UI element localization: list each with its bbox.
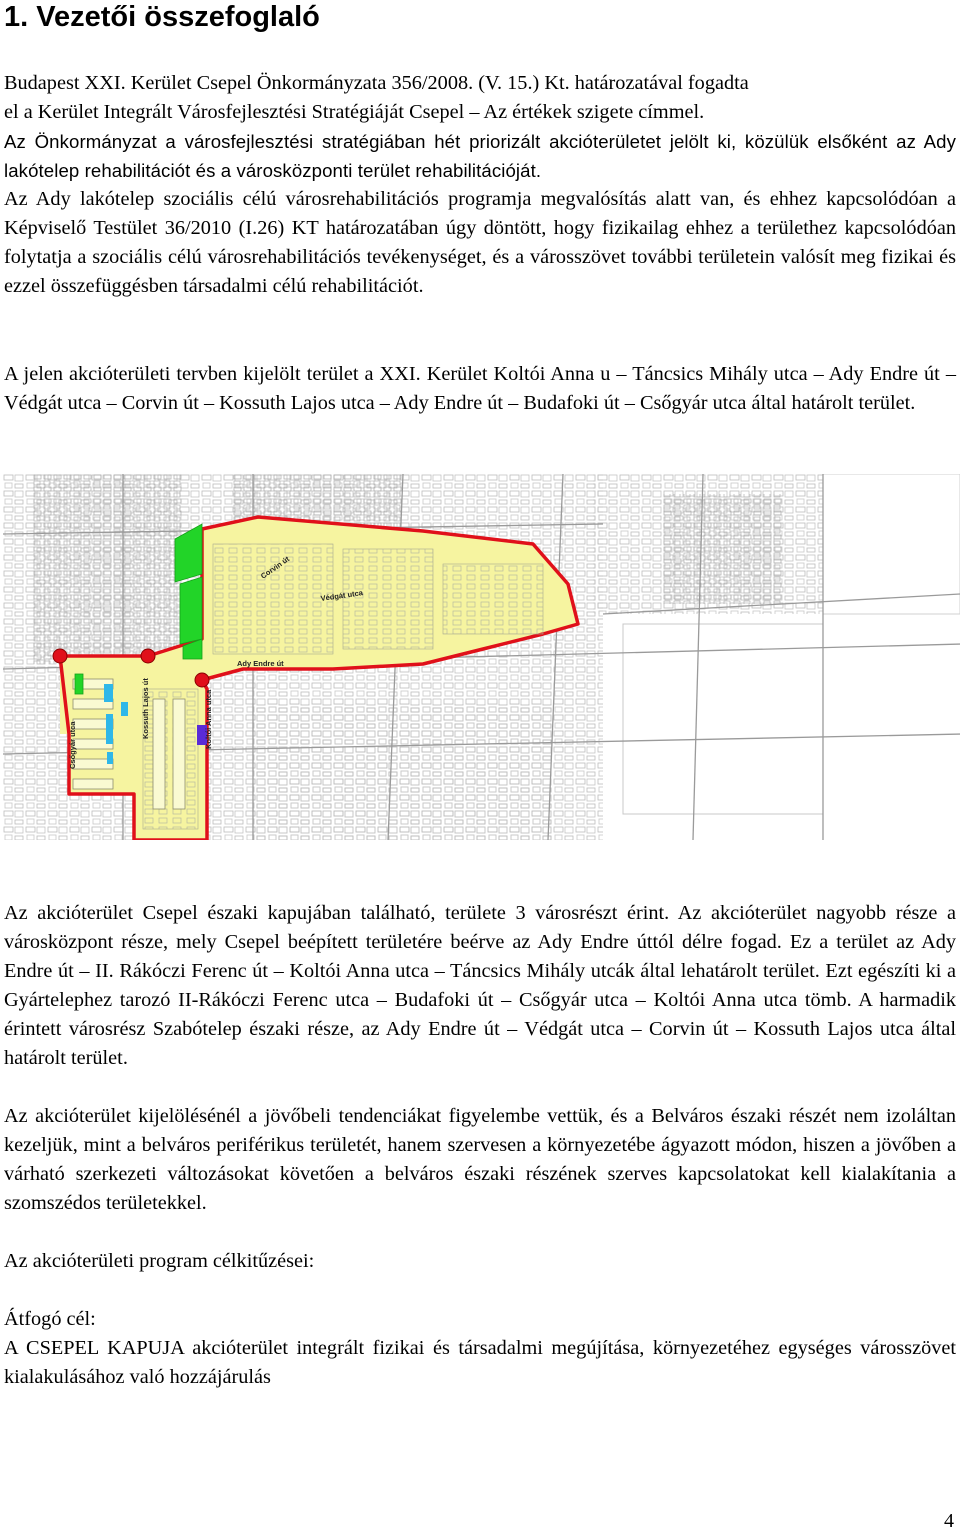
- intro-line-2: el a Kerület Integrált Városfejlesztési Stratégiáját Csepel – Az értékek szigete címmel.: [4, 101, 705, 123]
- page-number: 4: [944, 1510, 954, 1532]
- label-csogyar: Csőgyár utca: [68, 721, 77, 769]
- overall-goal-text: A CSEPEL KAPUJA akcióterület integrált fizikai és társadalmi megújítása, környezetéhez egységes városszövet kialakulásához való hozzájárulás: [4, 1337, 956, 1388]
- program-paragraph: Az Ady lakótelep szociális célú városrehabilitációs programja megvalósítás alatt van, és ehhez kapcsolódóan a Képviselő Testület 36/2010 (I.26) KT határozatában úgy döntött, hogy fizikailag ehhez a területhez kapcsolódóan folytatja a szociális célú városrehabilitációs tevékenységet, és a városszövet további területein valósít meg fizikai és ezzel összefüggésben társadalmi célú rehabilitációt.: [4, 188, 956, 297]
- marker-2: [141, 649, 155, 663]
- label-kossuth: Kossuth Lajos út: [141, 678, 150, 739]
- future-paragraph: Az akcióterület kijelölésénél a jövőbeli tendenciákat figyelembe vettük, és a Belváros északi részét nem izoláltan kezeljük, mint a belváros periférikus területét, hanem szervesen a környezetébe ágyazott módon, hiszen a jövőben a várható szerkezeti változásokat követően a belváros északi részének szerves kapcsolatokat kell kialakítania a szomszédos területekkel.: [4, 1105, 956, 1214]
- label-koltoi: Koltói Anna utca: [204, 689, 213, 749]
- priority-paragraph: Az Önkormányzat a városfejlesztési stratégiában hét priorizált akcióterületet jelölt ki, közülük elsőként az Ady lakótelep rehabilitációt és a városközponti terület rehabilitációját.: [4, 131, 956, 181]
- area-paragraph: Az akcióterület Csepel északi kapujában található, területe 3 városrészt érint. Az akcióterület nagyobb része a városközpont része, mely Csepel beépített területére beérve az Ady Endre úttól délre fogad. Ez a terület az Ady Endre út – II. Rákóczi Ferenc út – Koltói Anna utca – Táncsics Mihály utcák által lehatárolt terület. Ezt egészíti ki a Gyártelephez tarozó II-Rákóczi Ferenc utca – Budafoki út – Csőgyár utca – Koltói Anna utca tömb. A harmadik érintett városrész Szabótelep északi része, az Ady Endre út – Védgát utca – Corvin út – Kossuth Lajos utca által határolt terület.: [4, 902, 956, 1069]
- label-ady: Ady Endre út: [237, 659, 284, 668]
- action-area-map: [3, 474, 960, 840]
- page-heading: 1. Vezetői összefoglaló: [4, 1, 320, 33]
- goals-heading: Az akcióterületi program célkitűzései:: [4, 1250, 315, 1272]
- marker-3: [195, 673, 209, 687]
- intro-line-1: Budapest XXI. Kerület Csepel Önkormányzata 356/2008. (V. 15.) Kt. határozatával fogadta: [4, 72, 749, 94]
- boundary-paragraph: A jelen akcióterületi tervben kijelölt terület a XXI. Kerület Koltói Anna u – Táncsics Mihály utca – Ady Endre út – Védgát utca – Corvin út – Kossuth Lajos utca – Ady Endre út – Budafoki út – Csőgyár utca által határolt terület.: [4, 363, 956, 414]
- marker-1: [53, 649, 67, 663]
- overall-goal-label: Átfogó cél:: [4, 1308, 96, 1330]
- label-corvin: Corvin út: [258, 554, 292, 581]
- label-vedgat: Védgát utca: [320, 588, 364, 603]
